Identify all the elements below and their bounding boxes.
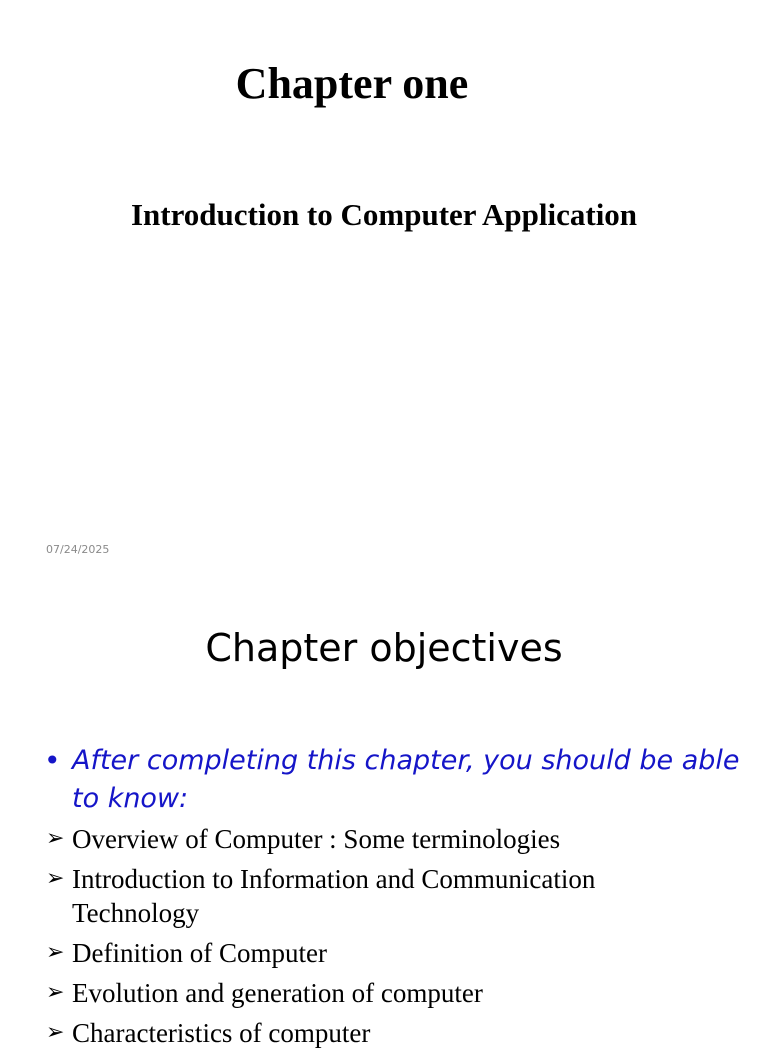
arrow-bullet-icon: ➢ [46,1020,65,1045]
list-item [46,976,726,1010]
arrow-bullet-icon: ➢ [46,940,65,965]
slide-objectives [0,576,768,1048]
intro-bullet-row [44,742,744,818]
list-item [46,936,726,970]
arrow-bullet-icon: ➢ [46,826,65,851]
objectives-list [46,822,726,1056]
objectives-intro: After completing this chapter, you should be able to know: [72,745,740,814]
list-item [46,1016,726,1050]
list-item-text: Definition of Computer [72,938,327,968]
arrow-bullet-icon: ➢ [46,980,65,1005]
list-item-text: Evolution and generation of computer [72,978,483,1008]
chapter-title: Chapter one [235,59,469,108]
bullet-dot-icon: • [44,744,61,777]
list-item-text: Introduction to Information and Communication Technology [72,864,596,928]
list-item-text: Characteristics of computer [72,1018,371,1048]
arrow-bullet-icon: ➢ [46,866,65,891]
list-item [46,822,726,856]
slide-date: 07/24/2025 [46,543,110,556]
list-item [46,862,726,930]
objectives-title: Chapter objectives [205,626,563,670]
chapter-subtitle: Introduction to Computer Application [130,197,638,232]
list-item-text: Overview of Computer : Some terminologies [72,824,561,854]
